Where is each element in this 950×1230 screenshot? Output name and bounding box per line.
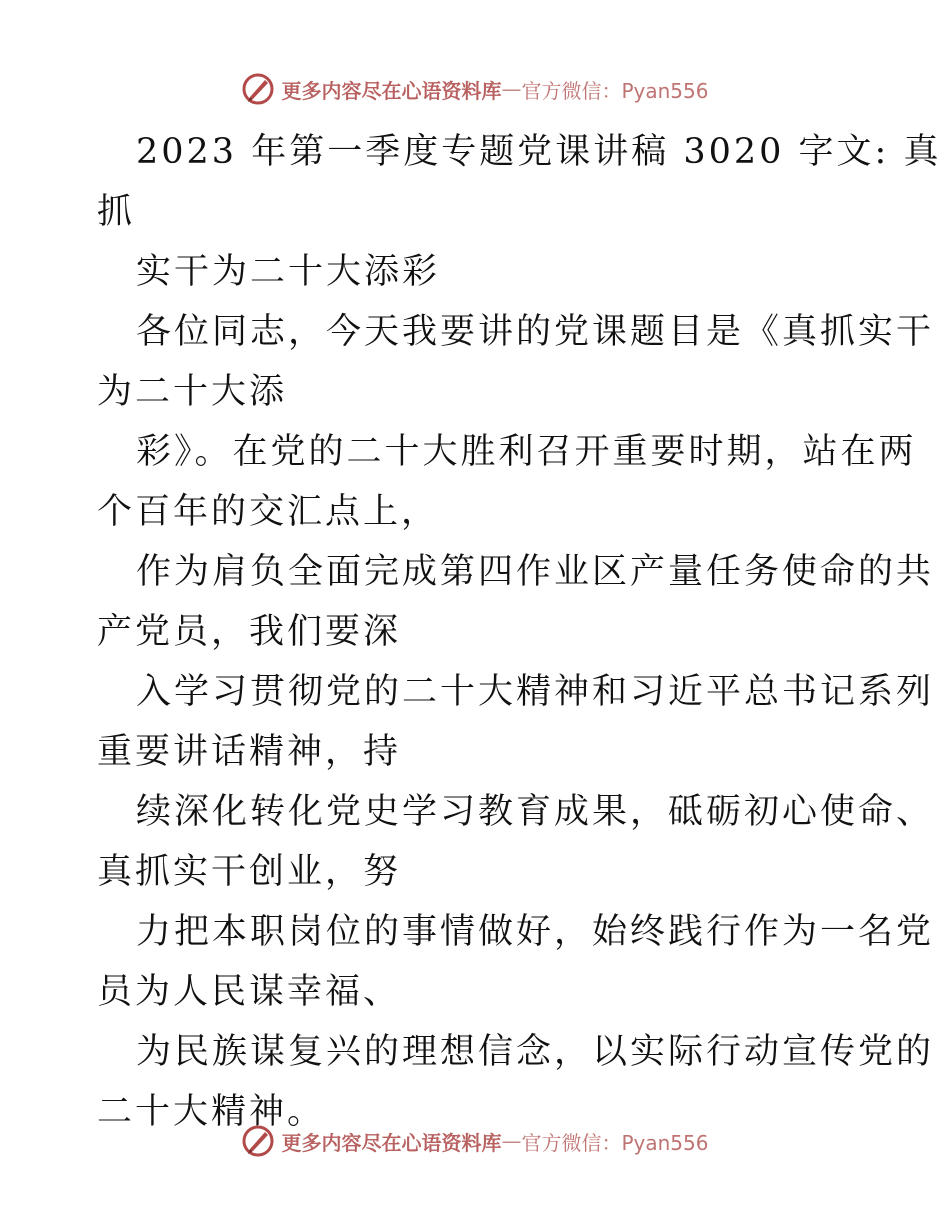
paragraph [0, 302, 950, 422]
paragraph-line: 作为肩负全面完成第四作业区产量任务使命的共 [136, 552, 935, 592]
banner-brand: 更多内容尽在心语资料库 [281, 78, 502, 103]
paragraph [0, 782, 950, 902]
paragraph-line: 2023 年第一季度专题党课讲稿 3020 字文: 真 [136, 132, 942, 172]
paragraph-line: 个百年的交汇点上， [97, 492, 440, 532]
paragraph-line: 各位同志，今天我要讲的党课题目是《真抓实干 [136, 312, 935, 352]
paragraph-line: 力把本职岗位的事情做好，始终践行作为一名党 [136, 912, 935, 952]
document-body [0, 122, 950, 1132]
paragraph-line: 彩》。在党的二十大胜利召开重要时期，站在两 [136, 432, 917, 472]
paragraph [0, 662, 950, 782]
banner-contact: 官方微信：Pyan556 [521, 1130, 709, 1155]
paragraph-line: 真抓实干创业，努 [97, 852, 402, 892]
paragraph-line: 二十大精神。 [97, 1092, 326, 1132]
paragraph-line: 重要讲话精神，持 [97, 732, 402, 772]
paragraph-line: 抓 [97, 192, 136, 232]
paragraph [0, 902, 950, 1022]
paragraph-line: 实干为二十大添彩 [136, 252, 441, 292]
paragraph-line: 为二十大添 [97, 372, 288, 412]
paragraph-line: 为民族谋复兴的理想信念，以实际行动宣传党的 [136, 1032, 935, 1072]
quill-pen-seal-icon [241, 72, 275, 106]
quill-pen-seal-icon [241, 1124, 275, 1158]
banner-contact: 官方微信：Pyan556 [521, 78, 709, 103]
banner-separator: — [501, 77, 522, 101]
footer-banner [0, 1124, 950, 1158]
paragraph [0, 242, 950, 302]
paragraph-line: 续深化转化党史学习教育成果，砥砺初心使命、 [136, 792, 935, 832]
paragraph-line: 产党员，我们要深 [97, 612, 402, 652]
banner-separator: — [501, 1129, 522, 1153]
paragraph [0, 422, 950, 542]
paragraph [0, 122, 950, 242]
banner-brand: 更多内容尽在心语资料库 [281, 1130, 502, 1155]
paragraph [0, 542, 950, 662]
paragraph-line: 入学习贯彻党的二十大精神和习近平总书记系列 [136, 672, 935, 712]
header-banner [0, 72, 950, 106]
paragraph-line: 员为人民谋幸福、 [97, 972, 402, 1012]
